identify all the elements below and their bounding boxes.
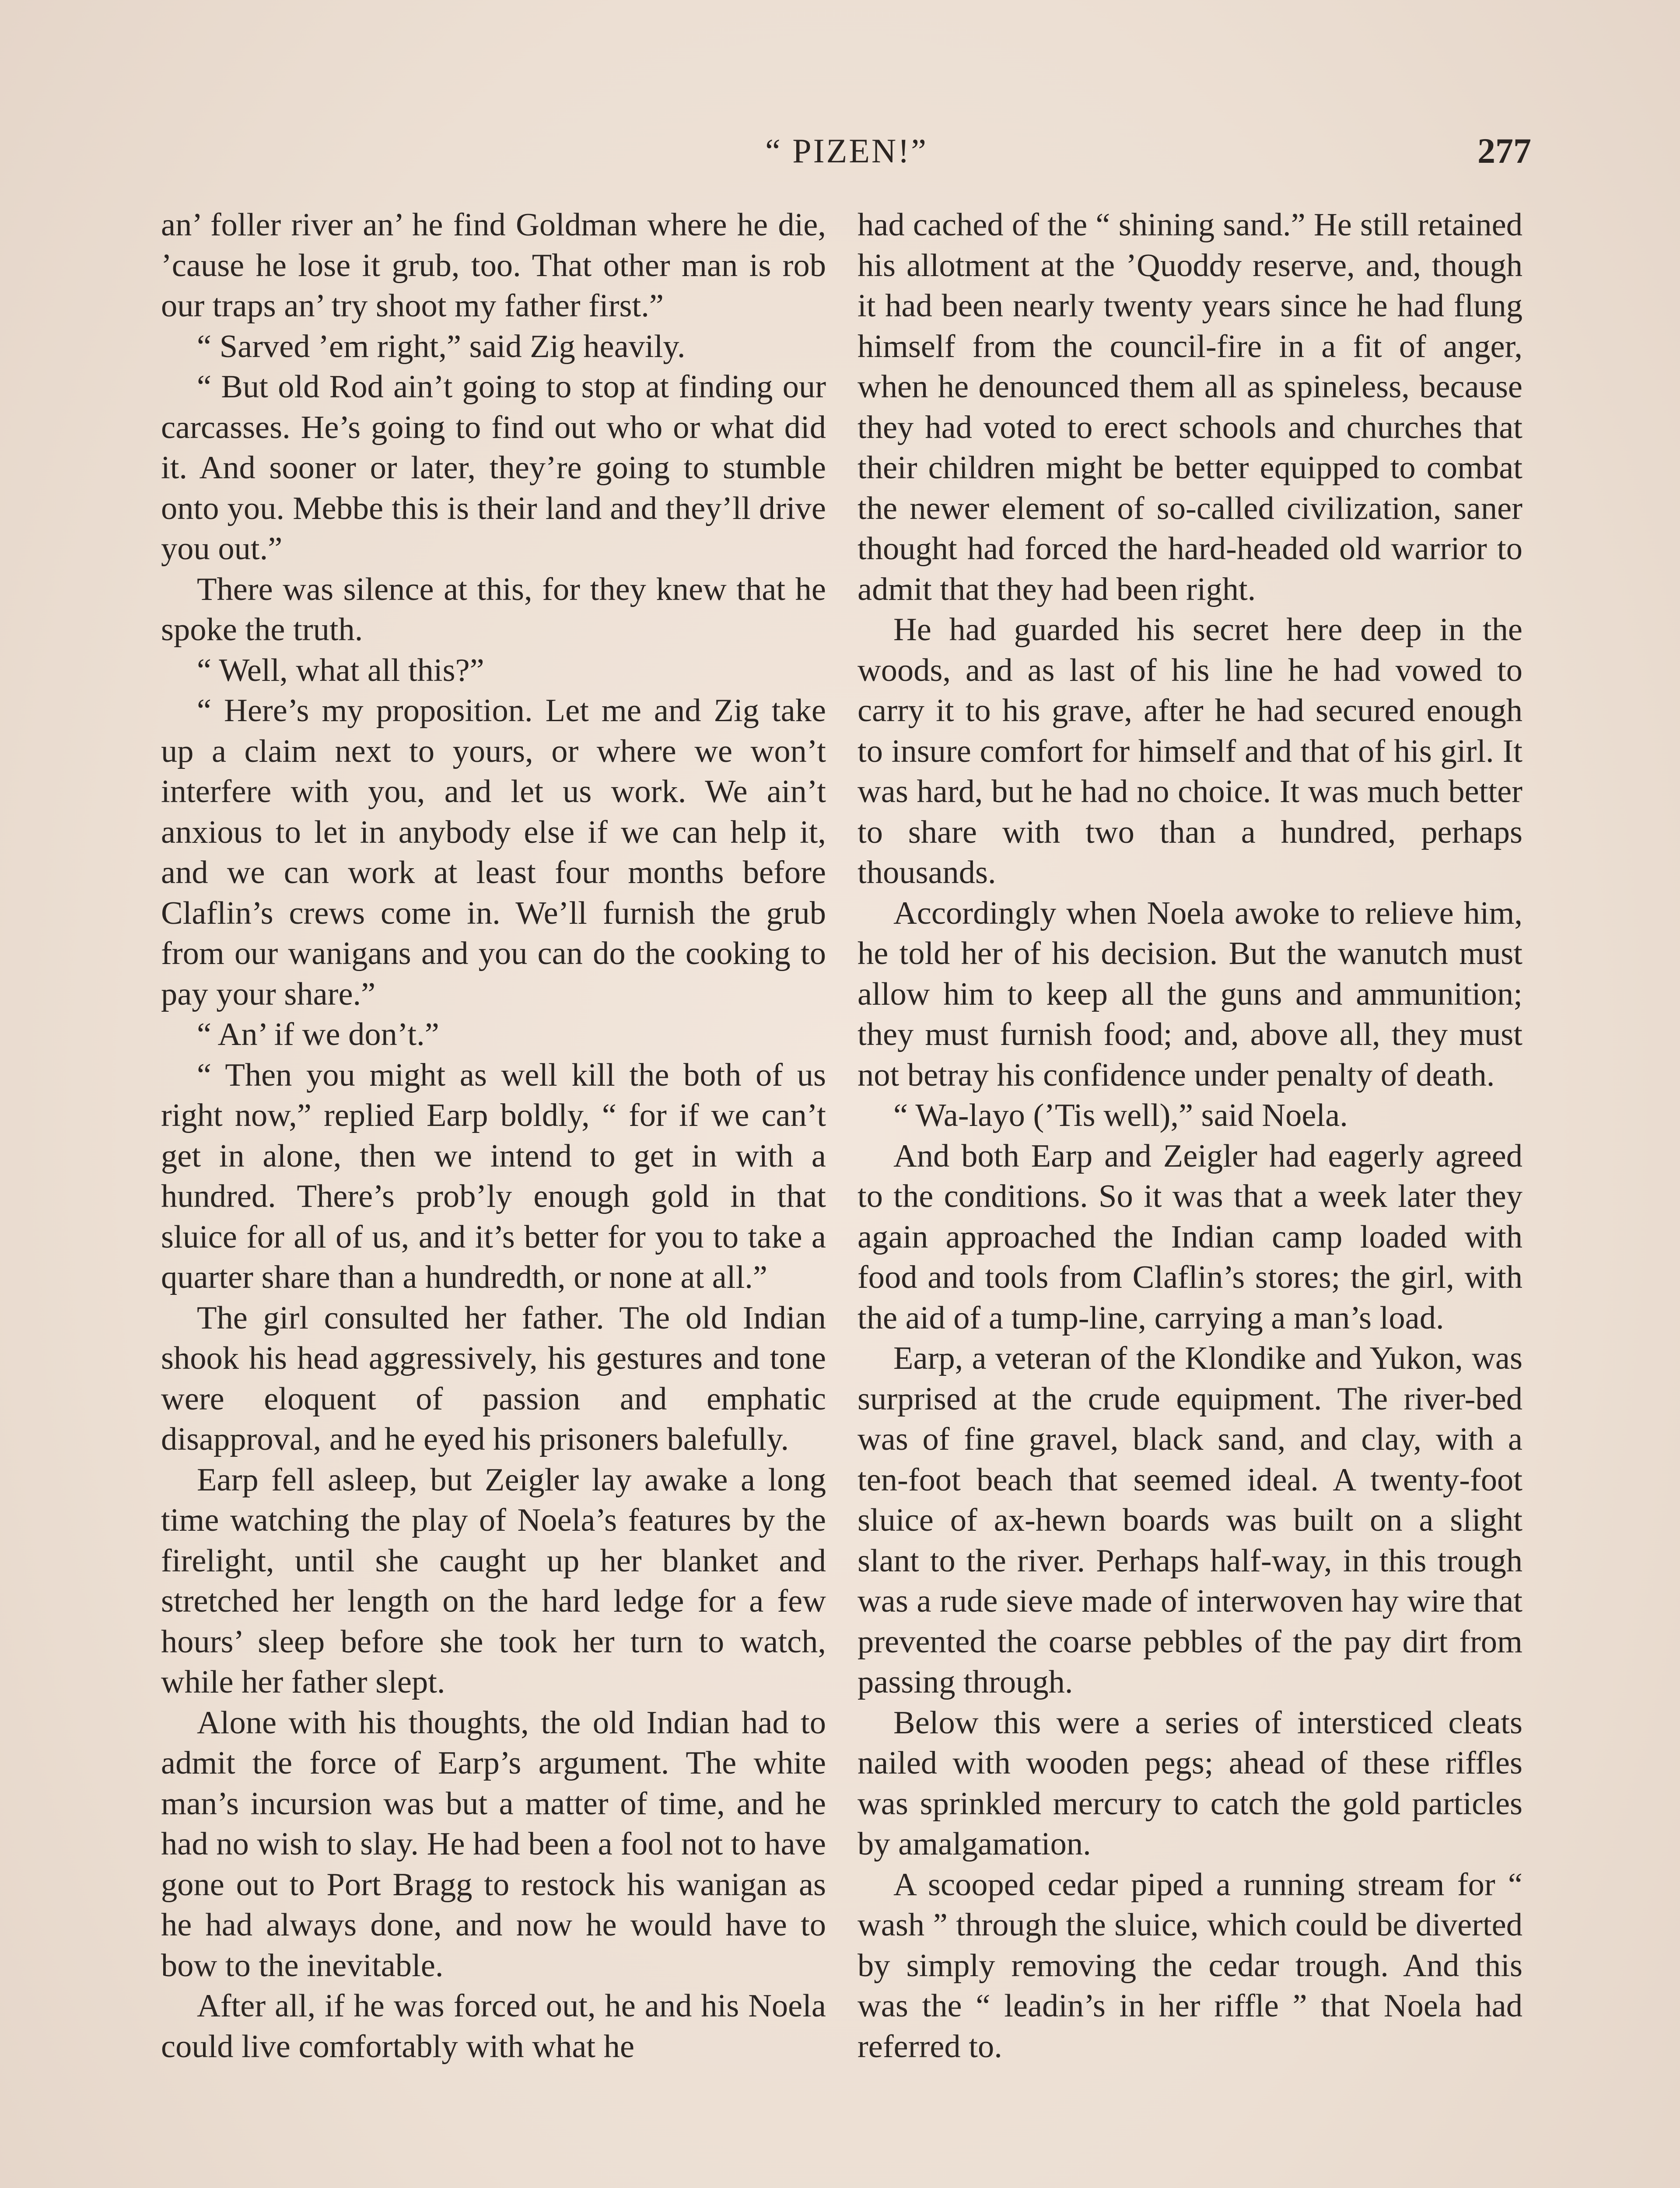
paragraph: “ Sarved ’em right,” said Zig heavily.	[197, 328, 686, 365]
page-header	[162, 127, 1531, 175]
paragraph: had cached of the “ shining sand.” He still retained his allotment at the ’Quoddy reserve, and, though it had been nearly twenty years since he had flung himself from the council-fire in a fit of anger, when he denounced them all as spineless, because they had voted to erect schools and churches that their children might be better equipped to combat the newer element of so-called civilization, saner thought had forced the hard-headed old warrior to admit that they had been right.	[858, 207, 1522, 607]
paragraph: “ Wa-layo (’Tis well),” said Noela.	[893, 1098, 1348, 1133]
paragraph: Below this were a series of intersticed cleats nailed with wooden pegs; ahead of these riffles was sprinkled mercury to catch the gold particles by amalgamation.	[858, 1704, 1522, 1862]
right-column	[858, 205, 1522, 2067]
paragraph: He had guarded his secret here deep in the woods, and as last of his line he had vowed to carry it to his grave, after he had secured enough to insure comfort for himself and that of his girl. It was hard, but he had no choice. It was much better to share with two than a hundred, perhaps thousands.	[858, 612, 1522, 891]
paragraph: “ An’ if we don’t.”	[197, 1017, 439, 1052]
paragraph: After all, if he was forced out, he and his Noela could live comfortably with what he	[161, 1988, 826, 2065]
paragraph: “ But old Rod ain’t going to stop at finding our carcasses. He’s going to find out who or what did it. And sooner or later, they’re going to stumble onto you. Mebbe this is their land and they’ll drive you out.”	[161, 369, 826, 567]
paragraph: “ Then you might as well kill the both of us right now,” replied Earp boldly, “ for if we can’t get in alone, then we intend to get in with a hundred. There’s prob’ly enough gold in that sluice for all of us, and it’s better for you to take a quarter share than a hundredth, or none at all.”	[161, 1057, 826, 1295]
paragraph: There was silence at this, for they knew that he spoke the truth.	[161, 571, 826, 648]
paragraph: an’ foller river an’ he find Goldman where he die, ’cause he lose it grub, too. That other man is rob our traps an’ try shoot my father first.”	[161, 207, 826, 324]
paragraph: Accordingly when Noela awoke to relieve him, he told her of his decision. But the wanutch must allow him to keep all the guns and ammunition; they must furnish food; and, above all, they must not betray his confidence under penalty of death.	[858, 895, 1522, 1093]
left-column	[161, 205, 826, 2067]
paragraph: The girl consulted her father. The old Indian shook his head aggressively, his gestures and tone were eloquent of passion and emphatic disapproval, and he eyed his prisoners balefully.	[161, 1300, 826, 1457]
paragraph: Alone with his thoughts, the old Indian had to admit the force of Earp’s argument. The white man’s incursion was but a matter of time, and he had no wish to slay. He had been a fool not to have gone out to Port Bragg to restock his wanigan as he had always done, and now he would have to bow to the inevitable.	[161, 1704, 826, 1984]
page-number: 277	[1477, 131, 1531, 171]
paragraph: “ Here’s my proposition. Let me and Zig take up a claim next to yours, or where we won’t interfere with you, and let us work. We ain’t anxious to let in anybody else if we can help it, and we can work at least four months before Claflin’s crews come in. We’ll furnish the grub from our wanigans and you can do the cooking to pay your share.”	[161, 693, 826, 1012]
paragraph: Earp, a veteran of the Klondike and Yukon, was surprised at the crude equipment. The river-bed was of fine gravel, black sand, and clay, with a ten-foot beach that seemed ideal. A twenty-foot sluice of ax-hewn boards was built on a slight slant to the river. Perhaps half-way, in this trough was a rude sieve made of interwoven hay wire that prevented the coarse pebbles of the pay dirt from passing through.	[858, 1340, 1522, 1700]
running-title: “ PIZEN!”	[765, 132, 928, 170]
paragraph: A scooped cedar piped a running stream for “ wash ” through the sluice, which could be diverted by simply removing the cedar trough. And this was the “ leadin’s in her riffle ” that Noela had referred to.	[858, 1866, 1522, 2065]
paragraph: “ Well, what all this?”	[197, 652, 484, 688]
paragraph: And both Earp and Zeigler had eagerly agreed to the conditions. So it was that a week later they again approached the Indian camp loaded with food and tools from Claflin’s stores; the girl, with the aid of a tump-line, carrying a man’s load.	[858, 1138, 1522, 1336]
paragraph: Earp fell asleep, but Zeigler lay awake a long time watching the play of Noela’s features by the firelight, until she caught up her blanket and stretched her length on the hard ledge for a few hours’ sleep before she took her turn to watch, while her father slept.	[161, 1462, 826, 1700]
